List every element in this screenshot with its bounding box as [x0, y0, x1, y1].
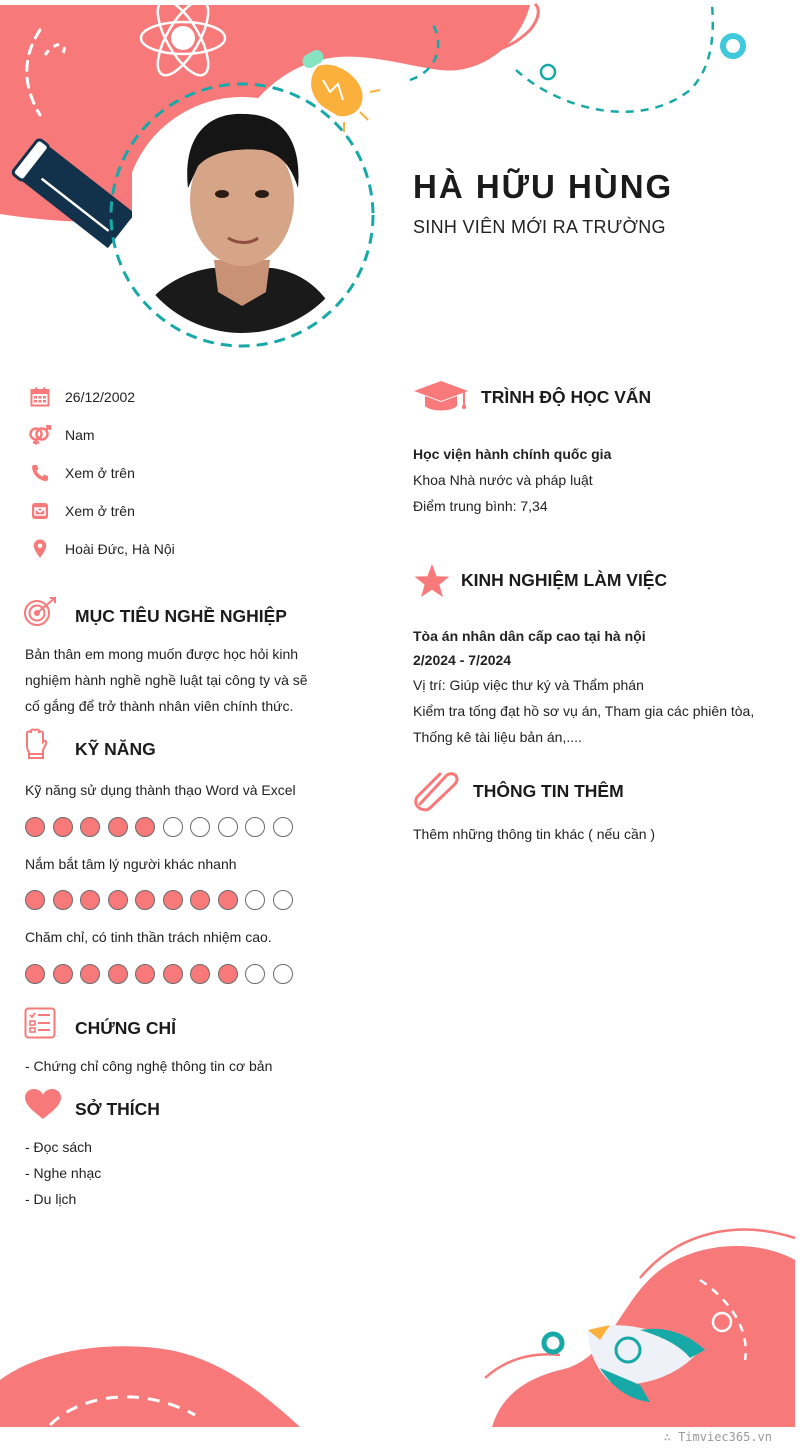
- section-title-hobbies: SỞ THÍCH: [75, 1099, 160, 1119]
- contact-birthdate: [28, 384, 135, 410]
- rating-dot-filled: [163, 890, 183, 910]
- rating-dot-filled: [190, 890, 210, 910]
- experience-period: 2/2024 - 7/2024: [413, 652, 512, 668]
- rating-dot-filled: [25, 964, 45, 984]
- objective-text: [25, 641, 318, 719]
- contact-value: Xem ở trên: [65, 503, 135, 519]
- rating-dot-filled: [53, 890, 73, 910]
- rating-dot-empty: [245, 817, 265, 837]
- rating-dot-filled: [135, 817, 155, 837]
- rating-dot-filled: [163, 964, 183, 984]
- rating-dot-filled: [135, 964, 155, 984]
- location-pin-icon: [28, 537, 52, 561]
- contact-gender: [28, 422, 95, 448]
- experience-position: Vị trí: Giúp việc thư ký và Thẩm phán: [413, 677, 644, 693]
- skill-name: Nắm bắt tâm lý người khác nhanh: [25, 856, 237, 872]
- rating-dot-empty: [190, 817, 210, 837]
- hobby-item: - Đọc sách: [25, 1139, 92, 1155]
- contact-phone: [28, 460, 135, 486]
- education-school: Học viện hành chính quốc gia: [413, 446, 612, 462]
- rating-dot-filled: [80, 964, 100, 984]
- rating-dot-filled: [108, 817, 128, 837]
- candidate-role: SINH VIÊN MỚI RA TRƯỜNG: [413, 217, 666, 237]
- target-icon: [24, 596, 58, 630]
- experience-company: Tòa án nhân dân cấp cao tại hà nội: [413, 628, 646, 644]
- section-title-education: TRÌNH ĐỘ HỌC VẤN: [481, 387, 652, 407]
- section-title-objective: MỤC TIÊU NGHỀ NGHIỆP: [75, 606, 287, 626]
- rating-dot-filled: [108, 964, 128, 984]
- rating-dot-filled: [135, 890, 155, 910]
- rating-dot-empty: [245, 964, 265, 984]
- watermark: ∴ Timviec365.vn: [663, 1430, 772, 1444]
- skill-name: Kỹ năng sử dụng thành thạo Word và Excel: [25, 782, 296, 798]
- section-title-additional: THÔNG TIN THÊM: [473, 781, 624, 801]
- rating-dot-filled: [218, 964, 238, 984]
- rating-dot-empty: [245, 890, 265, 910]
- rating-dot-filled: [53, 964, 73, 984]
- rating-dot-empty: [273, 964, 293, 984]
- checklist-icon: [24, 1007, 56, 1039]
- contact-value: Hoài Đức, Hà Nội: [65, 541, 175, 557]
- education-faculty: Khoa Nhà nước và pháp luật: [413, 472, 593, 488]
- rating-dot-empty: [273, 817, 293, 837]
- rating-dot-filled: [108, 890, 128, 910]
- hobby-item: - Du lịch: [25, 1191, 77, 1207]
- rating-dot-filled: [25, 890, 45, 910]
- objective-line: Bản thân em mong muốn được học hỏi kinh: [25, 646, 299, 662]
- objective-line: nghiệm hành nghề nghề luật tại công ty và sẽ: [25, 672, 308, 688]
- calendar-icon: [28, 385, 52, 409]
- section-title-certificates: CHỨNG CHỈ: [75, 1018, 177, 1038]
- rating-dot-filled: [53, 817, 73, 837]
- skill-rating: [25, 817, 293, 837]
- rating-dot-filled: [218, 890, 238, 910]
- rating-dot-filled: [80, 817, 100, 837]
- hobby-item: - Nghe nhạc: [25, 1165, 102, 1181]
- contact-address: [28, 536, 175, 562]
- experience-duties: Kiểm tra tống đạt hồ sơ vụ án, Tham gia các phiên tòa,: [413, 703, 755, 719]
- profile-photo: [132, 92, 344, 338]
- phone-icon: [28, 461, 52, 485]
- section-title-skills: KỸ NĂNG: [75, 739, 156, 759]
- mail-icon: [28, 499, 52, 523]
- education-details: [413, 441, 611, 519]
- rating-dot-empty: [218, 817, 238, 837]
- skill-name: Chăm chỉ, có tinh thần trách nhiệm cao.: [25, 929, 272, 945]
- experience-details: [413, 624, 773, 750]
- star-icon: [413, 563, 451, 599]
- rating-dot-filled: [25, 817, 45, 837]
- graduation-cap-icon: [413, 380, 469, 414]
- rating-dot-empty: [163, 817, 183, 837]
- hand-fist-icon: [24, 728, 48, 760]
- candidate-name: HÀ HỮU HÙNG: [413, 168, 674, 205]
- skill-rating: [25, 964, 293, 984]
- certificate-item: - Chứng chỉ công nghệ thông tin cơ bản: [25, 1058, 273, 1074]
- contact-value: Xem ở trên: [65, 465, 135, 481]
- contact-value: 26/12/2002: [65, 389, 136, 405]
- rating-dot-filled: [190, 964, 210, 984]
- education-gpa: Điểm trung bình: 7,34: [413, 498, 548, 514]
- rating-dot-filled: [80, 890, 100, 910]
- gender-icon: [28, 423, 52, 447]
- rating-dot-empty: [273, 890, 293, 910]
- section-title-experience: KINH NGHIỆM LÀM VIỆC: [461, 570, 668, 590]
- objective-line: cố gắng để trở thành nhân viên chính thức.: [25, 698, 294, 714]
- hobby-list: [25, 1134, 101, 1212]
- experience-duties: Thống kê tài liệu bản án,....: [413, 729, 582, 745]
- contact-email: [28, 498, 135, 524]
- paperclip-icon: [414, 770, 460, 812]
- additional-text: Thêm những thông tin khác ( nếu cần ): [413, 826, 656, 842]
- heart-icon: [24, 1088, 62, 1120]
- skill-rating: [25, 890, 293, 910]
- contact-value: Nam: [65, 427, 95, 443]
